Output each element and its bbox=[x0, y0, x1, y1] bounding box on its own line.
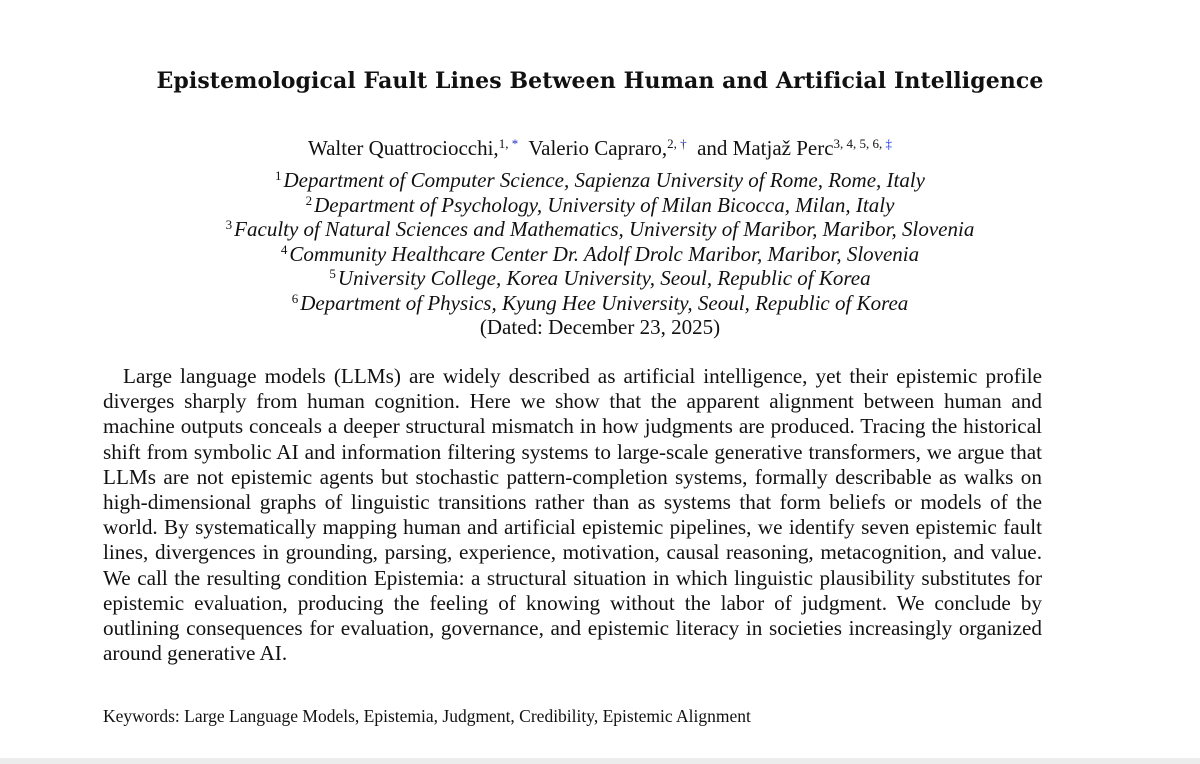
affiliation: $^5$University College, Korea University, Seoul, Republic of Korea bbox=[329, 266, 871, 290]
author-affil-ref: 3, 4, 5, 6, ‡ bbox=[833, 136, 893, 151]
keywords: Keywords: Large Language Models, Epistemia, Judgment, Credibility, Epistemic Alignment bbox=[103, 706, 751, 726]
affiliation: $^3$Faculty of Natural Sciences and Mathematics, University of Maribor, Maribor, Slovenia bbox=[225, 217, 975, 241]
footnote-mark[interactable]: * bbox=[511, 136, 519, 151]
page-bottom-edge bbox=[0, 758, 1200, 764]
dated-line: (Dated: December 23, 2025) bbox=[479, 315, 721, 339]
affiliation: $^1$Department of Computer Science, Sapienza University of Rome, Rome, Italy bbox=[274, 168, 925, 192]
author-conjunction: and bbox=[697, 136, 728, 160]
affiliation: $^2$Department of Psychology, University of Milan Bicocca, Milan, Italy bbox=[305, 192, 895, 217]
abstract: Large language models (LLMs) are widely described as artificial intelligence, yet their epistemic profile diverges sharply from human cognition. Here we show that the apparent alignment between human and machine outputs conceals a deeper structural mismatch in how judgments are produced. Tracing the historical shift from symbolic AI and information filtering systems to large-scale generative transformers, we argue that LLMs are not epistemic agents but stochastic pattern-completion systems, formally describable as walks on high-dimensional graphs of linguistic transitions rather than as systems that form beliefs or models of the world. By systematically mapping human and artificial epistemic pipelines, we identify seven epistemic fault lines, divergences in grounding, parsing, experience, motivation, causal reasoning, metacognition, and value. We call the resulting condition Epistemia: a structural situation in which linguistic plausibility substitutes for epistemic evaluation, producing the feeling of knowing without the labor of judgment. We conclude by outlining consequences for evaluation, governance, and epistemic literacy in societies increasingly organized around generative AI. bbox=[103, 364, 1042, 666]
author-name: Walter Quattrociocchi, bbox=[307, 136, 499, 160]
footnote-mark[interactable]: † bbox=[680, 136, 687, 151]
author-affil-ref: 1, * bbox=[498, 136, 519, 151]
affiliation: $^6$Department of Physics, Kyung Hee University, Seoul, Republic of Korea bbox=[291, 290, 909, 315]
author-name: Valerio Capraro, bbox=[528, 136, 668, 160]
footnote-mark[interactable]: ‡ bbox=[885, 136, 893, 151]
paper-title: Epistemological Fault Lines Between Human and Artificial Intelligence bbox=[156, 68, 1044, 94]
author-name: Matjaž Perc bbox=[732, 136, 834, 160]
affiliation-list bbox=[0, 168, 1200, 340]
affiliation: $^4$Community Healthcare Center Dr. Adolf Drolc Maribor, Maribor, Slovenia bbox=[280, 241, 920, 266]
author-affil-ref: 2, † bbox=[667, 136, 687, 151]
author-line bbox=[0, 136, 1200, 161]
